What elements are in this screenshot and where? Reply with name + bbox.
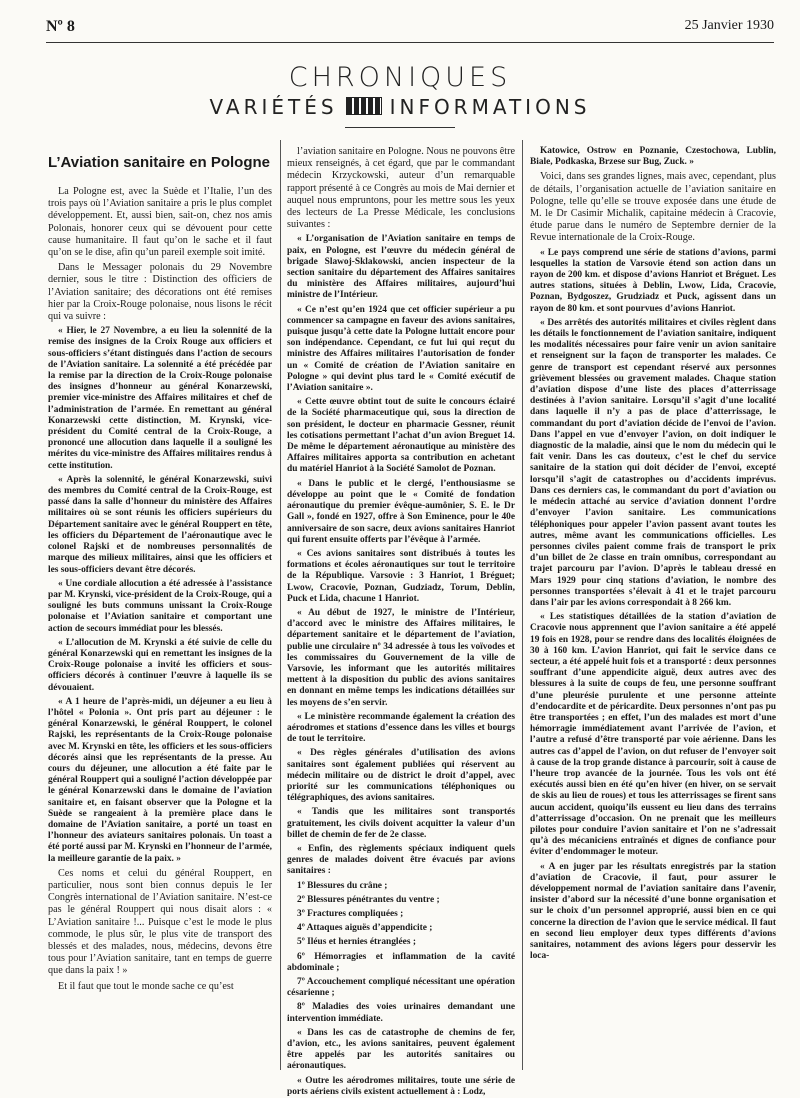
paragraph: Ces noms et celui du général Rouppert, en particulier, nous sont bien connus depuis le Ier Congrès international de l’Aviation sanitaire. N’est-ce pas le général Rouppert qui nous disait alors : « L’Aviation sanitaire !... Puisque c’est le mode le plus commode, le plus sûr, le plus vite de transport des blessés et des malades, nous, médecins, devons être tous pour l’Aviation sanitaire, tant en temps de guerre que dans la paix ! » xyxy=(48,867,272,977)
header-rule xyxy=(46,42,774,43)
paragraph: Voici, dans ses grandes lignes, mais avec, cependant, plus de détails, l’organisation actuelle de l’aviation sanitaire en Pologne, telle qu’elle se trouve exposée dans une étude de M. le Dr Casimir Michalik, capitaine médecin à Cracovie, étude parue dans le numéro de Septembre dernier de la Revue internationale de la Croix-Rouge. xyxy=(530,171,776,244)
issue-number: Nº 8 xyxy=(46,18,75,35)
list-item: 4º Attaques aiguës d’appendicite ; xyxy=(297,923,433,934)
masthead-right: INFORMATIONS xyxy=(389,95,591,119)
paragraph: « Outre les aérodromes militaires, toute une série de ports aériens civils existent actuellement à : Lodz, xyxy=(287,1075,515,1097)
paragraph: « Dans les cas de catastrophe de chemins de fer, d’avion, etc., les avions sanitaires, peuvent également être appelés par les autorités sanitaires ou aéronautiques. xyxy=(287,1027,515,1072)
paragraph: Dans le Messager polonais du 29 Novembre dernier, sous le titre : Distinction des officiers de l’Aviation sanitaire; des décorations ont été remises hier par la Croix-Rouge polonaise, nous lisons le récit qui va suivre : xyxy=(48,262,272,323)
paragraph: « Tandis que les militaires sont transportés gratuitement, les civils doivent acquitter la valeur d’un billet de chemin de fer de 2e classe. xyxy=(287,807,515,840)
paragraph: l’aviation sanitaire en Pologne. Nous ne pouvons être mieux renseignés, à cet égard, que par le commandant médecin Krzyckowski, auteur d’un remarquable rapport présenté à ce Congrès au mois de Mai dernier et auquel nous empruntons, pour les mettre sous les yeux des lecteurs de La Presse Médicale, les conclusions suivantes : xyxy=(287,146,516,231)
paragraph: « Ce n’est qu’en 1924 que cet officier supérieur a pu commencer sa campagne en faveur des avions sanitaires, puisque jusqu’à cette date la Pologne luttait encore pour son indépendance. Cependant, ce fut lui qui reçut du ministre des Affaires militaires l’autorisation de fonder un « Comité de création de l’Aviation sanitaire en Pologne » qui devint plus tard le « Comité exécutif de l’Aviation sanitaire ». xyxy=(287,304,515,394)
paragraph: « Dans le public et le clergé, l’enthousiasme se développe au point que le « Comité de fondation aéronautique du premier évêque-aumônier, S. E. le Dr Gall », fondé en 1927, offre à Son Eminence, pour le 40e anniversaire de son sacre, deux avions sanitaires Hanriot qui furent ensuite offerts par l’évêque à l’armée. xyxy=(287,478,515,545)
quoted-report xyxy=(287,234,515,1098)
paragraph: Katowice, Ostrow en Poznanie, Czestochowa, Lublin, Biale, Podkaska, Brzese sur Bug, Zuck. » xyxy=(530,146,776,168)
masthead-left: VARIÉTÉS xyxy=(209,95,338,119)
article-intro xyxy=(48,186,272,323)
list-item: 1º Blessures du crâne ; xyxy=(297,880,388,891)
paragraph: « L’organisation de l’Aviation sanitaire en temps de paix, en Pologne, est l’œuvre du médecin général de brigade Slawoj-Sklakowski, ancien inspecteur de la section sanitaire du département des Affaires sanitaires du ministère des Affaires militaires, aujourd’hui ministre de l’Intérieur. xyxy=(287,234,515,301)
paragraph: « Des règles générales d’utilisation des avions sanitaires sont également publiées qui réservent au médecin militaire ou de district le droit d’appel, avec priorité sur les communications téléphoniques ou télégraphiques, des avions sanitaires. xyxy=(287,748,515,804)
masthead-title: CHRONIQUES xyxy=(288,62,512,93)
article-headline: L’Aviation sanitaire en Pologne xyxy=(48,154,270,171)
masthead xyxy=(0,62,800,128)
column-1 xyxy=(48,146,272,1066)
paragraph: « Les statistiques détaillées de la station d’aviation de Cracovie nous apprennent que l’avion sanitaire a été appelé 19 fois en 1928, pour se rendre dans des localités éloignées de 30 à 160 km. L’avion Hanriot, qui fait le service dans ce secteur, a été appelé huit fois et a transporté : deux personnes souffrant d’une appendicite aiguë, deux autres avec des blessures à la suite de coups de feu, une personne souffrant d’une pleurésie purulente et une personne atteinte d’endocardite et de péricardite. Deux personnes n’ont pas pu être transportées ; en effet, l’un des malades est mort d’une hémorragie immédiatement avant l’arrivée de l’avion, et l’autre a refusé d’être transporté par voie aérienne. Dans les autres cas d’appel de l’avion, on dut refuser de l’envoyer soit à cause de la trop grande distance à parcourir, soit à cause de l’heure trop avancée de la journée. Tous les vols ont été exécutés aussi bien en été qu’en hiver (en hiver, on se servait de skis au lieu de roues) et tous les atterrissages se firent sans aucun accident, quoiqu’ils eussent eu lieu dans des terrains d’atterrissage d’occasion. On ne prenait que les meilleurs pilotes pour conduire l’avion sanitaire et l’on ne s’adressait qu’à des mécaniciens entraînés et dignes de confiance pour éviter d’endommager le moteur. xyxy=(530,612,776,858)
list-item: 7º Accouchement compliqué nécessitant une opération césarienne ; xyxy=(287,977,515,999)
column-2 xyxy=(287,146,516,1097)
paragraph: « L’allocution de M. Krynski a été suivie de celle du général Konarzewski qui en remettant les insignes de la Croix-Rouge polonaise a invité les officiers et sous-officiers décorés à continuer l’œuvre à laquelle ils se dévouaient. xyxy=(48,637,272,693)
list-item: 8º Maladies des voies urinaires demandant une intervention immédiate. xyxy=(287,1002,515,1024)
list-item: 6º Hémorragies et inflammation de la cavité abdominale ; xyxy=(287,951,515,973)
paragraph: « Cette œuvre obtint tout de suite le concours éclairé de la Société pharmaceutique qui, sous la direction de son président, le docteur en pharmacie Gessner, réunit les cotisations permettant l’achat d’un avion Breguet 14. De même le département aéronautique au ministère des Affaires militaires apporta sa contribution en achetant du matériel Hanriot à la Société Samolot de Poznan. xyxy=(287,397,515,475)
masthead-subtitle xyxy=(0,95,800,119)
paragraph: « Des arrêtés des autorités militaires et civiles règlent dans les détails le fonctionnement de l’aviation sanitaire, indiquent les modalités nécessaires pour faire venir un avion sanitaire et renseignent sur la façon de transporter les malades. Ce genre de transport est cependant réservé aux personnes grièvement blessées ou gravement malades. Chaque station d’aviation dispose d’une liste des places d’atterrissage destinées à l’avion sanitaire. Lorsqu’il s’agit d’une localité dans laquelle il n’y a pas de place d’atterrissage, le commandant du port d’aviation décide de l’envoi de l’avion. Dans l’appel en vue d’envoyer l’avion, on doit indiquer le diagnostic de la maladie, ainsi que le nom du médecin qui le fait venir. Dans les cas douteux, c’est le chef du service sanitaire de la station qui doit décider de l’envoi, excepté lorsqu’il s’agit de catastrophes ou d’accidents imprévus. Dans ces derniers cas, le commandant du port d’aviation ou le médecin attaché au service d’aviation donnent l’ordre d’envoyer l’avion sanitaire. Les communications téléphoniques pour appeler l’avion passent avant toutes les autres, même avant les communications officielles. Les personnes civiles paient comme frais de transport le prix d’un billet de 2e classe en train omnibus, correspondant au trajet parcouru par l’avion. D’après le tableau dressé en Mars 1929 pour cinq stations d’aviation, le nombre des personnes transportées s’élevait à 41 et le trajet parcouru dans l’air par les avions correspondait à 8 266 km. xyxy=(530,317,776,608)
list-item: 5º Iléus et hernies étranglées ; xyxy=(297,937,416,948)
ornament-icon xyxy=(346,97,382,115)
paragraph: La Pologne est, avec la Suède et l’Italie, l’un des trois pays où l’Aviation sanitaire a pris le plus complet développement. Et, aussi bien, sait-on, chez nos amis Polonais, honorer ceux qui se dévouent pour cette cause humanitaire. Il faut qu’on le sache et il faut qu’on se le dise, afin qu’un pareil exemple soit imité. xyxy=(48,186,272,259)
paragraph: « Ces avions sanitaires sont distribués à toutes les formations et écoles aéronautiques sur tout le territoire de la République. Varsovie : 3 Hanriot, 1 Bréguet; Lwow, Cracovie, Poznan, Gudziadz, Torum, Deblin, Puck et Lida, chacune 1 Hanriot. xyxy=(287,548,515,604)
paragraph: « Après la solennité, le général Konarzewski, suivi des membres du Comité central de la Croix-Rouge, est passé dans la salle d’honneur du ministère des Affaires militaires où se sont réunis les officiers supérieurs du Département sanitaire avec le général Rouppert en tête, les officiers du Département de l’aéronautique avec le colonel Rajski et de nombreuses personnalités de marque des milieux militaires, ainsi que les officiers et les sous-officiers devant être décorés. xyxy=(48,474,272,575)
list-item: 2º Blessures pénétrantes du ventre ; xyxy=(297,894,440,905)
list-item: 3º Fractures compliquées ; xyxy=(297,909,404,919)
column-divider xyxy=(280,140,281,1070)
paragraph: « Une cordiale allocution a été adressée à l’assistance par M. Krynski, vice-président de la Croix-Rouge, qui a souligné les buts communs unissant la Croix-Rouge polonaise et l’Aviation sanitaire et comportant une action de secours immédiat pour les blessés. xyxy=(48,578,272,634)
paragraph: « Le pays comprend une série de stations d’avions, parmi lesquelles la station de Varsovie étend son action dans un rayon de 200 km. et dispose d’avions Hanriot et Bréguet. Les autres stations, situées à Deblin, Lwow, Lida, Cracovie, Poznan, Bydgoszez, Grudziadz et Puck, agissent dans un rayon de 80 km. et sont pourvues d’avions Hanriot. xyxy=(530,247,776,314)
quoted-report xyxy=(530,248,776,963)
issue-date: 25 Janvier 1930 xyxy=(684,18,774,33)
paragraph: « Enfin, des règlements spéciaux indiquent quels genres de malades doivent être évacués par avions sanitaires : xyxy=(287,843,515,877)
paragraph: « Au début de 1927, le ministre de l’Intérieur, d’accord avec le ministre des Affaires militaires, le département sanitaire et le département de l’aviation, publie une circulaire nº 34 adressée à tous les voïvodes et les commissaires du Gouvernement de la ville de Varsovie, les informant que les autorités militaires mettent à la disposition du public des avions sanitaires en donnant en même temps les indications détaillées sur les moyens de s’en servir. xyxy=(287,607,515,708)
masthead-rule xyxy=(345,127,455,128)
quoted-report xyxy=(48,326,272,865)
paragraph: Et il faut que tout le monde sache ce qu’est xyxy=(58,980,234,992)
paragraph: « A en juger par les résultats enregistrés par la station d’aviation de Cracovie, il faut, pour assurer le développement normal de l’aviation sanitaire dans l’avenir, insister d’abord sur la nécessité d’une bonne organisation et sur le choix d’un personnel approprié, aussi bien en ce qui concerne la direction de l’avion que le service médical. Il faut en second lieu employer deux types différents d’avions sanitaires, notamment des avions légers pour desservir les loca- xyxy=(530,861,776,962)
paragraph: « Le ministère recommande également la création des aérodromes et stations d’essence dans les villes et bourgs de tout le territoire. xyxy=(287,711,515,745)
paragraph: « A 1 heure de l’après-midi, un déjeuner a eu lieu à l’hôtel « Polonia ». Ont pris part au déjeuner : le général Konarzewski, le général Rouppert, le colonel Rajski, les représentants de la Croix-Rouge polonaise avec M. Krynski en tête, les officiers et les sous-officiers décorés ainsi que les représentants de la presse. Au cours du déjeuner, une allocution a été faite par le général Rouppert qui a souligné l’action développée par le général Konarzewski dans le domaine de l’aviation sanitaire et, en faisant observer que la Pologne et la Suède se rangeaient à la première place dans le domaine de l’Aviation sanitaire, a porté un toast en l’honneur des aviateurs sanitaires polonais. Un toast a été porté aussi par M. Krynski en l’honneur de l’armée, la meilleure garantie de la paix. » xyxy=(48,696,272,864)
paragraph: « Hier, le 27 Novembre, a eu lieu la solennité de la remise des insignes de la Croix Rouge aux officiers et sous-officiers s’étant distingués dans l’action de secours de l’Aviation sanitaire. La solennité a été précédée par la remise par la direction de la Croix-Rouge polonaise des insignes d’honneur au général Konarzewski, premier vice-ministre des Affaires militaires et chef de l’administration de l’armée. En remettant au général Konarzewski cette distinction, M. Krynski, vice-président du Comité central de la Croix-Rouge, a prononcé une allocution dans laquelle il a souligné les mérites du vice-ministre des Affaires militaires rendus à cette institution. xyxy=(48,326,272,471)
column-3 xyxy=(530,146,776,1066)
column-divider xyxy=(522,140,523,1070)
page-header xyxy=(46,18,774,40)
